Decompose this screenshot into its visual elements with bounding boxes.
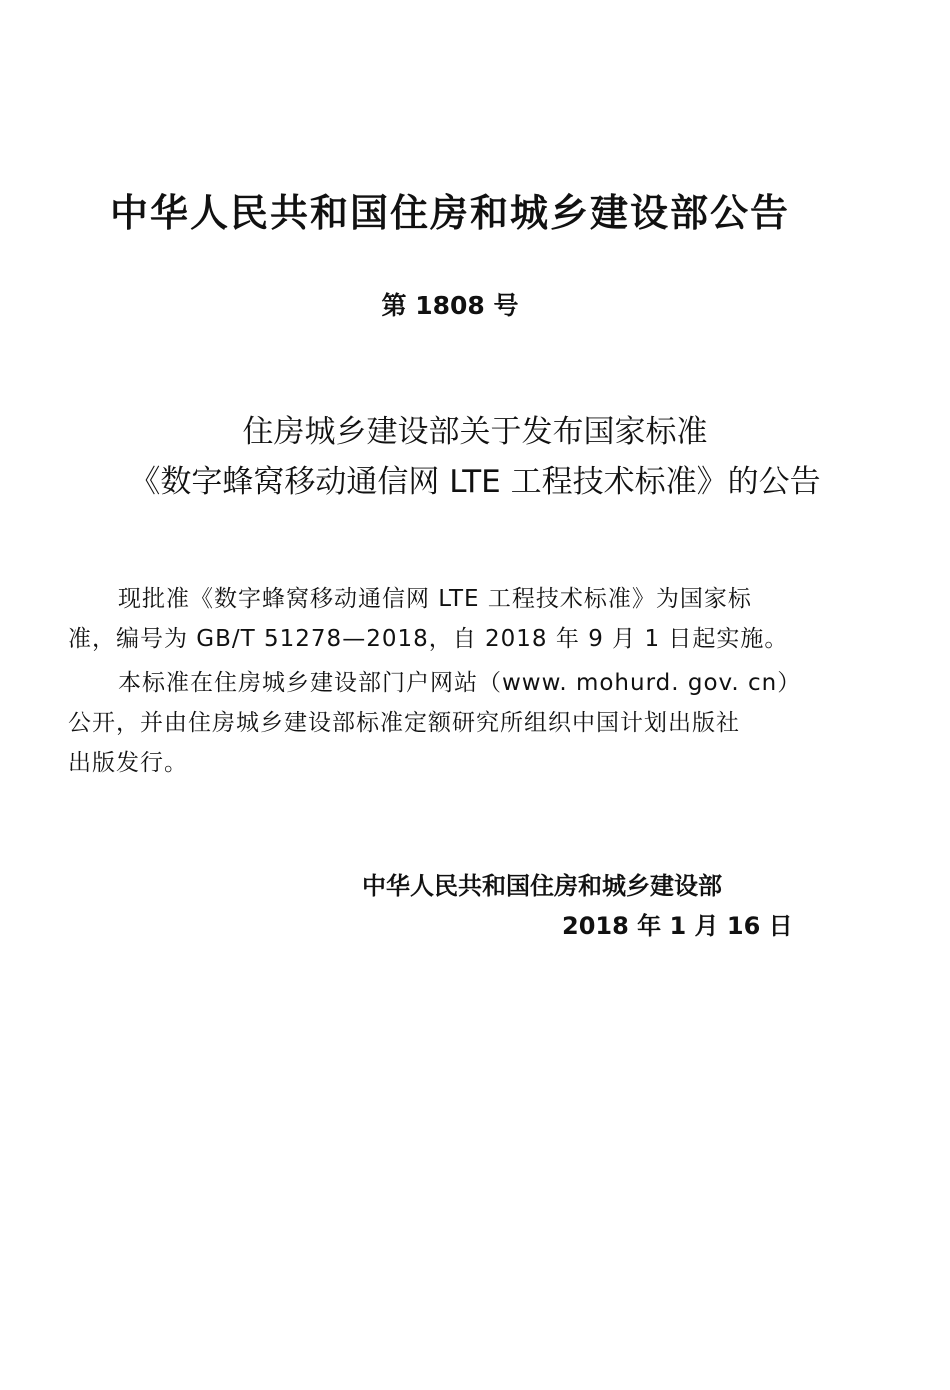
announcement-heading-line-1: 住房城乡建设部关于发布国家标准 (242, 414, 708, 450)
announcement-number: 第 1808 号 (381, 291, 519, 320)
body-paragraph-2-line-3: 出版发行。 (68, 750, 188, 776)
body-paragraph-1-line-2: 准，编号为 GB/T 51278—2018，自 2018 年 9 月 1 日起实施。 (68, 626, 789, 652)
announcement-issuer-title: 中华人民共和国住房和城乡建设部公告 (109, 191, 790, 235)
body-paragraph-2-line-2: 公开，并由住房城乡建设部标准定额研究所组织中国计划出版社 (68, 710, 740, 736)
announcement-heading-line-2: 《数字蜂窝移动通信网 LTE 工程技术标准》的公告 (129, 464, 821, 500)
signature-organization: 中华人民共和国住房和城乡建设部 (362, 872, 722, 900)
body-paragraph-2-line-1: 本标准在住房城乡建设部门户网站（www. mohurd. gov. cn） (118, 670, 802, 696)
body-paragraph-1-line-1: 现批准《数字蜂窝移动通信网 LTE 工程技术标准》为国家标 (118, 586, 752, 612)
signature-date: 2018 年 1 月 16 日 (562, 912, 793, 940)
